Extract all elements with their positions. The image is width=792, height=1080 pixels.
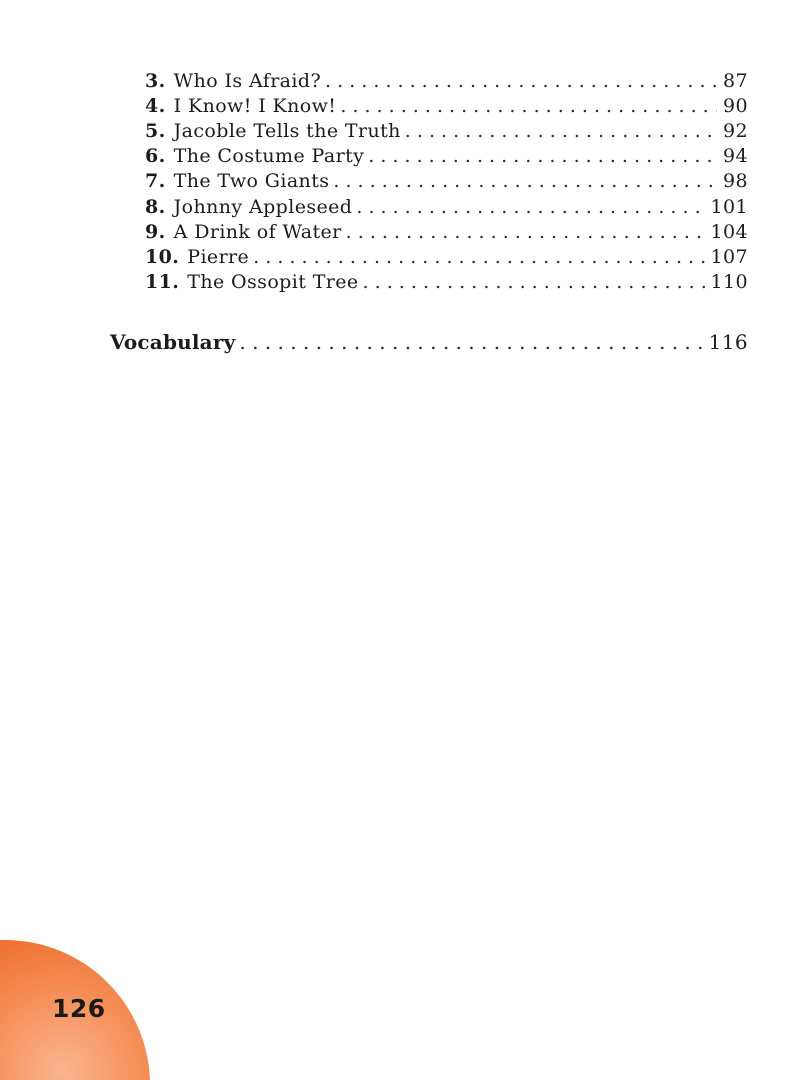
toc-entry	[145, 145, 748, 171]
toc-vocabulary-entry	[110, 330, 748, 356]
toc-entry-number: 6.	[145, 145, 166, 167]
toc-entry-title: The Costume Party	[173, 145, 365, 167]
dot-leader	[346, 221, 705, 243]
toc-entry	[145, 170, 748, 196]
toc-entry-title: Pierre	[187, 246, 250, 268]
toc-entry	[145, 196, 748, 222]
toc-entry-number: 7.	[145, 170, 166, 192]
toc-entry-page: 92	[723, 120, 748, 142]
toc-vocabulary-title: Vocabulary	[110, 330, 236, 354]
toc-entry-page: 90	[723, 95, 748, 117]
toc-entry-page: 94	[723, 145, 748, 167]
toc-entry-title: A Drink of Water	[173, 221, 342, 243]
toc-entry-title: The Ossopit Tree	[187, 271, 359, 293]
toc-entry-number: 5.	[145, 120, 166, 142]
toc-entry	[145, 120, 748, 146]
page-number: 126	[52, 994, 106, 1023]
toc-entry-page: 98	[723, 170, 748, 192]
toc-entry-number: 10.	[145, 246, 180, 268]
toc-entry-title: The Two Giants	[173, 170, 330, 192]
toc-entry-number: 9.	[145, 221, 166, 243]
dot-leader	[405, 120, 717, 142]
toc-entry	[145, 246, 748, 272]
toc-entry-number: 4.	[145, 95, 166, 117]
toc-entry-title: Who Is Afraid?	[173, 70, 322, 92]
toc-entry-title: I Know! I Know!	[173, 95, 337, 117]
dot-leader	[340, 95, 717, 117]
toc-entry-page: 101	[710, 196, 748, 218]
toc-entry-number: 8.	[145, 196, 166, 218]
toc-entry-page: 110	[710, 271, 748, 293]
toc-entry-page: 104	[710, 221, 748, 243]
dot-leader	[239, 330, 702, 354]
dot-leader	[356, 196, 704, 218]
toc-entry	[145, 271, 748, 297]
toc-entry-number: 3.	[145, 70, 166, 92]
toc-entry-page: 87	[723, 70, 748, 92]
dot-leader	[333, 170, 717, 192]
toc-vocabulary-page: 116	[708, 330, 748, 354]
toc-entry	[145, 95, 748, 121]
toc-entry-title: Jacoble Tells the Truth	[173, 120, 401, 142]
dot-leader	[368, 145, 717, 167]
toc-entry	[145, 221, 748, 247]
toc-entry-number: 11.	[145, 271, 180, 293]
toc-entry-title: Johnny Appleseed	[173, 196, 353, 218]
dot-leader	[325, 70, 717, 92]
toc-entry-page: 107	[710, 246, 748, 268]
dot-leader	[363, 271, 705, 293]
dot-leader	[253, 246, 704, 268]
toc-entry	[145, 70, 748, 96]
